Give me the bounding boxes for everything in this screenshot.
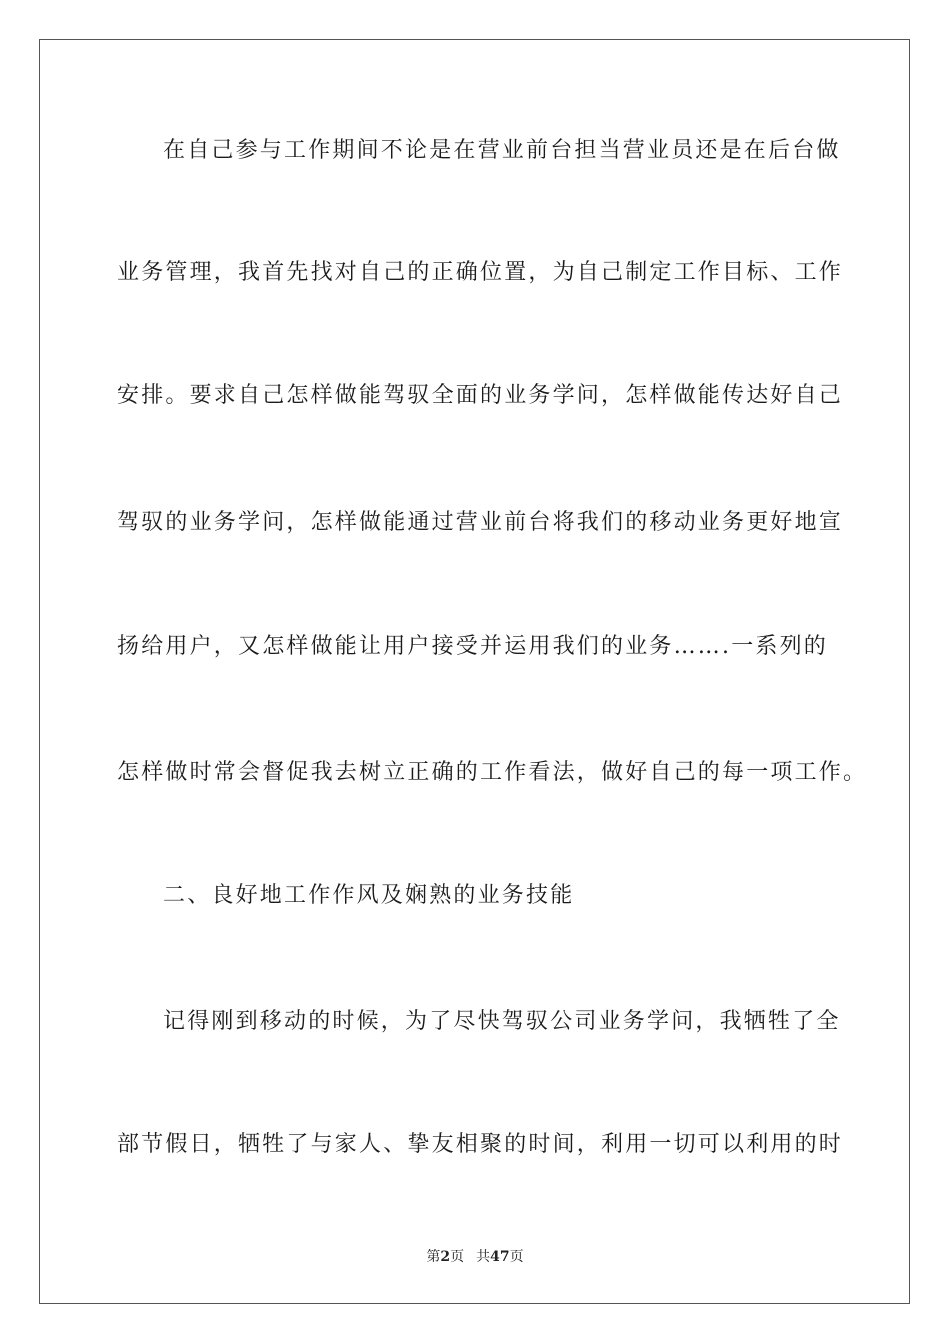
paragraph-line: 驾驭的业务学问，怎样做能通过营业前台将我们的移动业务更好地宣 xyxy=(117,510,844,535)
page-prefix: 第 xyxy=(426,1249,441,1265)
total-pages: 47 xyxy=(490,1249,510,1265)
paragraph-line: 部节假日，牺牲了与家人、挚友相聚的时间，利用一切可以利用的时 xyxy=(117,1132,844,1157)
total-suffix: 页 xyxy=(509,1249,524,1265)
page-suffix: 页 xyxy=(450,1249,465,1265)
page-border xyxy=(39,39,910,1304)
paragraph-line: 在自己参与工作期间不论是在营业前台担当营业员还是在后台做 xyxy=(163,138,841,163)
page-number: 2 xyxy=(440,1249,451,1265)
page-footer xyxy=(0,1247,950,1267)
paragraph-line: 记得刚到移动的时候，为了尽快驾驭公司业务学问，我牺牲了全 xyxy=(163,1009,841,1034)
total-prefix: 共 xyxy=(476,1249,491,1265)
section-heading: 二、良好地工作作风及娴熟的业务技能 xyxy=(163,883,575,908)
paragraph-line: 扬给用户，又怎样做能让用户接受并运用我们的业务…….一系列的 xyxy=(117,634,828,659)
paragraph-line: 怎样做时常会督促我去树立正确的工作看法，做好自己的每一项工作。 xyxy=(117,760,868,785)
paragraph-line: 安排。要求自己怎样做能驾驭全面的业务学问，怎样做能传达好自己 xyxy=(117,383,844,408)
paragraph-line: 业务管理，我首先找对自己的正确位置，为自己制定工作目标、工作 xyxy=(117,260,844,285)
